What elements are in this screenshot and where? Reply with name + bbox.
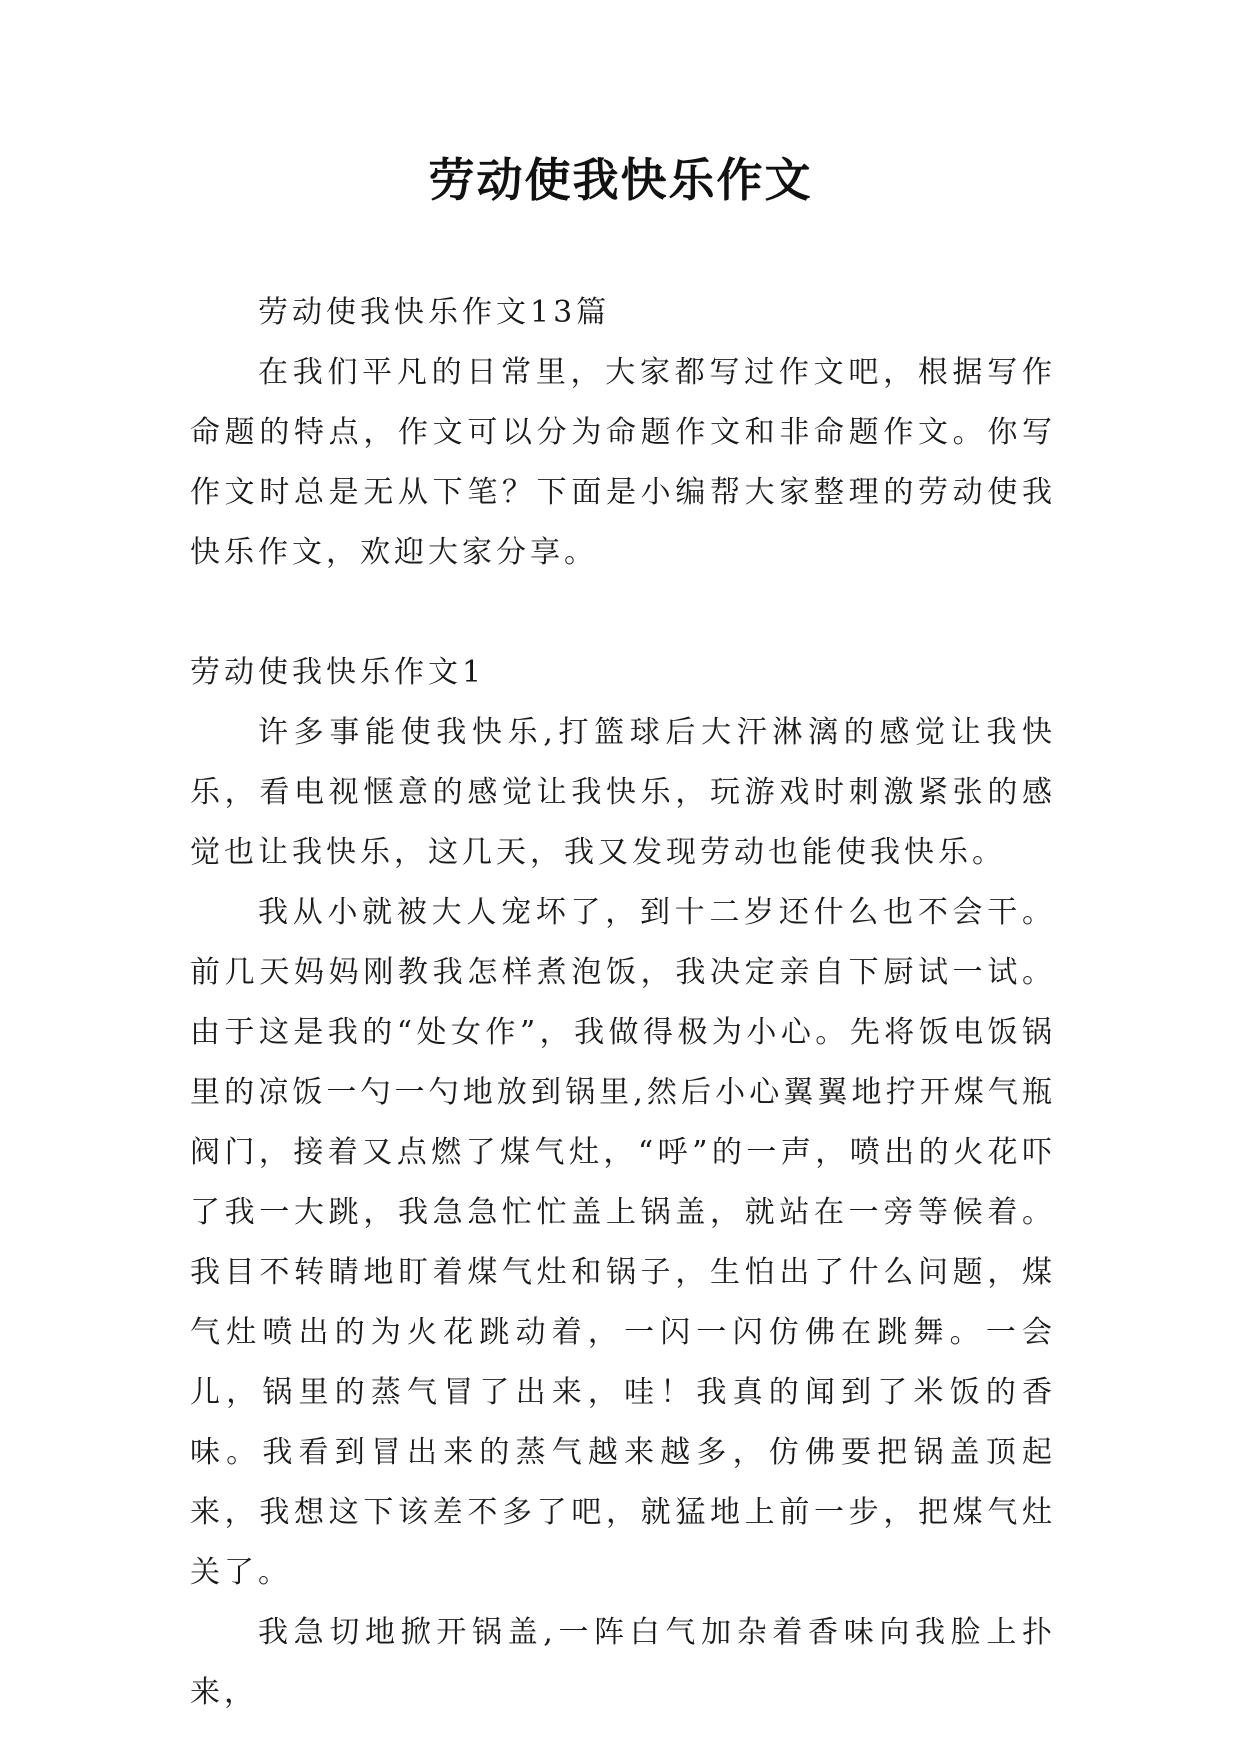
section-heading: 劳动使我快乐作文1: [190, 655, 486, 690]
document-subtitle: 劳动使我快乐作文13篇: [258, 295, 611, 330]
body-paragraph-3: 我急切地掀开锅盖,一阵白气加杂着香味向我脸上扑来，: [190, 1615, 1056, 1710]
body-paragraph-1: 许多事能使我快乐,打篮球后大汗淋漓的感觉让我快乐，看电视惬意的感觉让我快乐，玩游戏时刺激紧张的感觉也让我快乐，这几天，我又发现劳动也能使我快乐。: [190, 715, 1056, 870]
document-title: 劳动使我快乐作文: [428, 153, 813, 207]
document-body: [190, 283, 1056, 1723]
body-paragraph-2: 我从小就被大人宠坏了，到十二岁还什么也不会干。前几天妈妈刚教我怎样煮泡饭，我决定亲自下厨试一试。由于这是我的“处女作”，我做得极为小心。先将饭电饭锅里的凉饭一勺一勺地放到锅里,然后小心翼翼地拧开煤气瓶阀门，接着又点燃了煤气灶，“呼”的一声，喷出的火花吓了我一大跳，我急急忙忙盖上锅盖，就站在一旁等候着。我目不转睛地盯着煤气灶和锅子，生怕出了什么问题，煤气灶喷出的为火花跳动着，一闪一闪仿佛在跳舞。一会儿，锅里的蒸气冒了出来，哇！我真的闻到了米饭的香味。我看到冒出来的蒸气越来越多，仿佛要把锅盖顶起来，我想这下该差不多了吧，就猛地上前一步，把煤气灶关了。: [190, 895, 1056, 1590]
intro-paragraph: 在我们平凡的日常里，大家都写过作文吧，根据写作命题的特点，作文可以分为命题作文和非命题作文。你写作文时总是无从下笔？下面是小编帮大家整理的劳动使我快乐作文，欢迎大家分享。: [190, 355, 1056, 570]
